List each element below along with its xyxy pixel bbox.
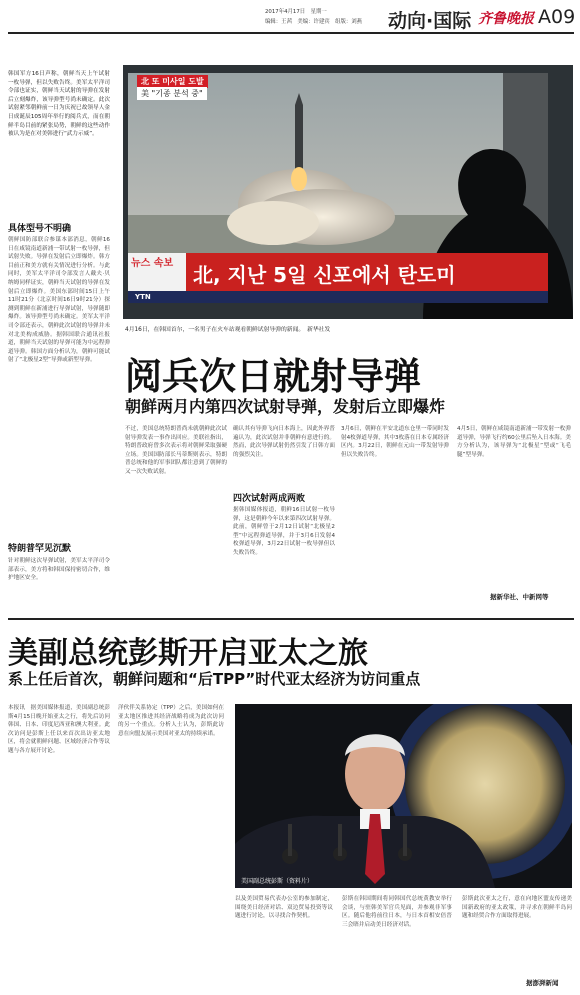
story2-credit: 据澎湃新闻 <box>526 979 559 987</box>
story1-body-col5: 4月5日，朝鲜在咸镜南道新浦一带发射一枚弹道导弹，导弹飞行约60公里后坠入日本海。美方分析认为，该导弹为“北极星”型或“飞毛腿”型导弹。 <box>457 426 571 458</box>
story2-body-col3: 以及美国贸易代表办公室的参加制定，围绕美日经济对话、双边贸易投资等议题进行讨论，以寻找合作契机。 <box>235 896 333 920</box>
story1-headline: 阅兵次日就射导弹 <box>125 355 421 398</box>
tv-banner-text: 北, 지난 5일 신포에서 탄도미 <box>193 263 456 287</box>
story1-sub-model: 具体型号不明确 <box>8 224 72 234</box>
pence-portrait-illustration <box>235 704 572 888</box>
tv-channel-logo: YTN <box>135 293 151 301</box>
issue-date: 2017年4月17日 星期一 <box>265 9 327 15</box>
story1-left-column: 朝鲜国防部联合参谋本部消息，朝鲜16日在咸镜南道新浦一带试射一枚导弹，但试射失败。导弹在发射后立即爆炸。韩方目前正和美方就有关情况进行分析。与此同时，美军太平洋司令部发言人戴夫·贝纳姆同样证实，朝鲜当天试射的导弹在发射后立即爆炸。美国东部时间15日上午11时21分（北京时间16日9时21分）探测到朝鲜在新浦进行导弹试射，导弹随即爆炸。该导弹型号尚未确定。美军太平洋司令部还表示，朝鲜此次试射的导弹并未对北美构成威胁。据韩国联合通讯社报道，朝鲜当天试射的导弹可能为中远程弹道导弹。韩国方面分析认为，朝鲜可能试射了“北极星2型”导弹或新型导弹。 <box>8 237 110 364</box>
photo2-caption: 美国副总统彭斯（资料片） <box>241 878 314 885</box>
story2-body-col2: 洋伙伴关系协定（TPP）之后，美国如何在亚太地区推进其经济战略将成为此次访问的另一个重点。分析人士认为，彭斯此访意在向盟友展示美国对亚太的持续承诺。 <box>118 705 224 737</box>
masthead-divider <box>8 32 574 34</box>
paper-logo: 齐鲁晚报 <box>478 11 534 27</box>
editor-credits: 编辑：王茜 美编：许建宾 组版：刘燕 <box>265 19 363 25</box>
page-number: A09 <box>538 6 576 28</box>
story1-body-col2: 确认其有导弹飞向日本海上，因此外界普遍认为，此次试射并非朝鲜有意进行的。然而，此次导弹试射仍然引发了日韩方面的强烈关注。 <box>233 426 335 458</box>
story2-headline: 美副总统彭斯开启亚太之旅 <box>8 636 368 671</box>
photo1-caption: 4月16日，在韩国首尔，一名男子在火车站观看朝鲜试射导弹的新闻。 新华社发 <box>125 327 331 333</box>
story-divider <box>8 618 574 620</box>
section-name: 动向·国际 <box>388 10 472 32</box>
story2-body-col4: 彭斯在韩国期间将同韩国代总统黄教安举行会谈，与驻韩美军官兵见面，并参观非军事区。随后他将前往日本，与日本首相安倍晋三会晤并启动美日经济对话。 <box>342 896 452 928</box>
tv-news-photo <box>123 65 573 319</box>
story1-subheadline: 朝鲜两月内第四次试射导弹，发射后立即爆炸 <box>125 397 446 416</box>
story2-subheadline: 系上任后首次，朝鲜问题和“后TPP”时代亚太经济为访问重点 <box>8 670 421 688</box>
story2-body-col1: 本报讯 据美国媒体报道，美国副总统彭斯4月15日晚开始亚太之行，将先后访问韩国、日本、印度尼西亚和澳大利亚。此次访问是彭斯上任以来首次出访亚太地区，将会就朝鲜问题、区域经济合作等议题与各方展开讨论。 <box>8 705 110 754</box>
tv-news-tag: 뉴스 속보 <box>131 258 174 269</box>
story1-sub-trump: 特朗普罕见沉默 <box>8 544 72 554</box>
story1-body-col4: 3月6日，朝鲜在平安北道东仓里一带同时发射4枚弹道导弹，其中3枚落在日本专属经济区内。3月22日，朝鲜在元山一带发射导弹但以失败告终。 <box>341 426 449 458</box>
tv-ticker-sub: 美 "기종 분석 중" <box>137 87 207 100</box>
story2-body-col5: 彭斯此次亚太之行，意在向地区盟友传递美国新政府的亚太政策，并寻求在朝鲜半岛问题和经贸合作方面取得进展。 <box>462 896 572 920</box>
story1-sub-tests: 四次试射两成两败 <box>233 494 306 504</box>
story1-left-column-2: 针对朝鲜这次导弹试射，美军太平洋司令部表示，美方将和韩国保持密切合作，维护地区安全。 <box>8 558 110 582</box>
story1-body-col1: 不过，美国总统特朗普尚未就朝鲜此次试射导弹发表一事作出回应。美联社指出，特朗普政府曾多次表示将对朝鲜采取强硬立场。美国国防部长马蒂斯则表示，特朗普总统和他的军事团队都注意到了朝鲜的又一次失败试射。 <box>125 426 227 475</box>
tv-ticker-top: 北 또 미사일 도발 <box>137 75 208 88</box>
story1-body-col3: 据韩国媒体报道，朝鲜16日试射一枚导弹，这是朝鲜今年以来第四次试射导弹。此前，朝鲜曾于2月12日试射“北极星2型”中远程弹道导弹，并于3月6日发射4枚弹道导弹，3月22日试射一枚导弹但以失败告终。 <box>233 507 335 556</box>
pence-photo <box>235 704 572 888</box>
story1-credit: 据新华社、中新网等 <box>490 593 549 601</box>
story1-intro: 韩国军方16日声称，朝鲜当天上午试射一枚导弹，但以失败告终。美军太平洋司令部也证实，朝鲜当天试射的导弹在发射后立刻爆炸，该导弹型号尚未确定。此次试射紧邻朝鲜前一日为庆祝已故领导人金日成诞辰105周年举行的阅兵式，而在朝鲜半岛目前的紧张局势，朝鲜的这些动作被认为是在对美韩进行“武力示威”。 <box>8 71 110 138</box>
